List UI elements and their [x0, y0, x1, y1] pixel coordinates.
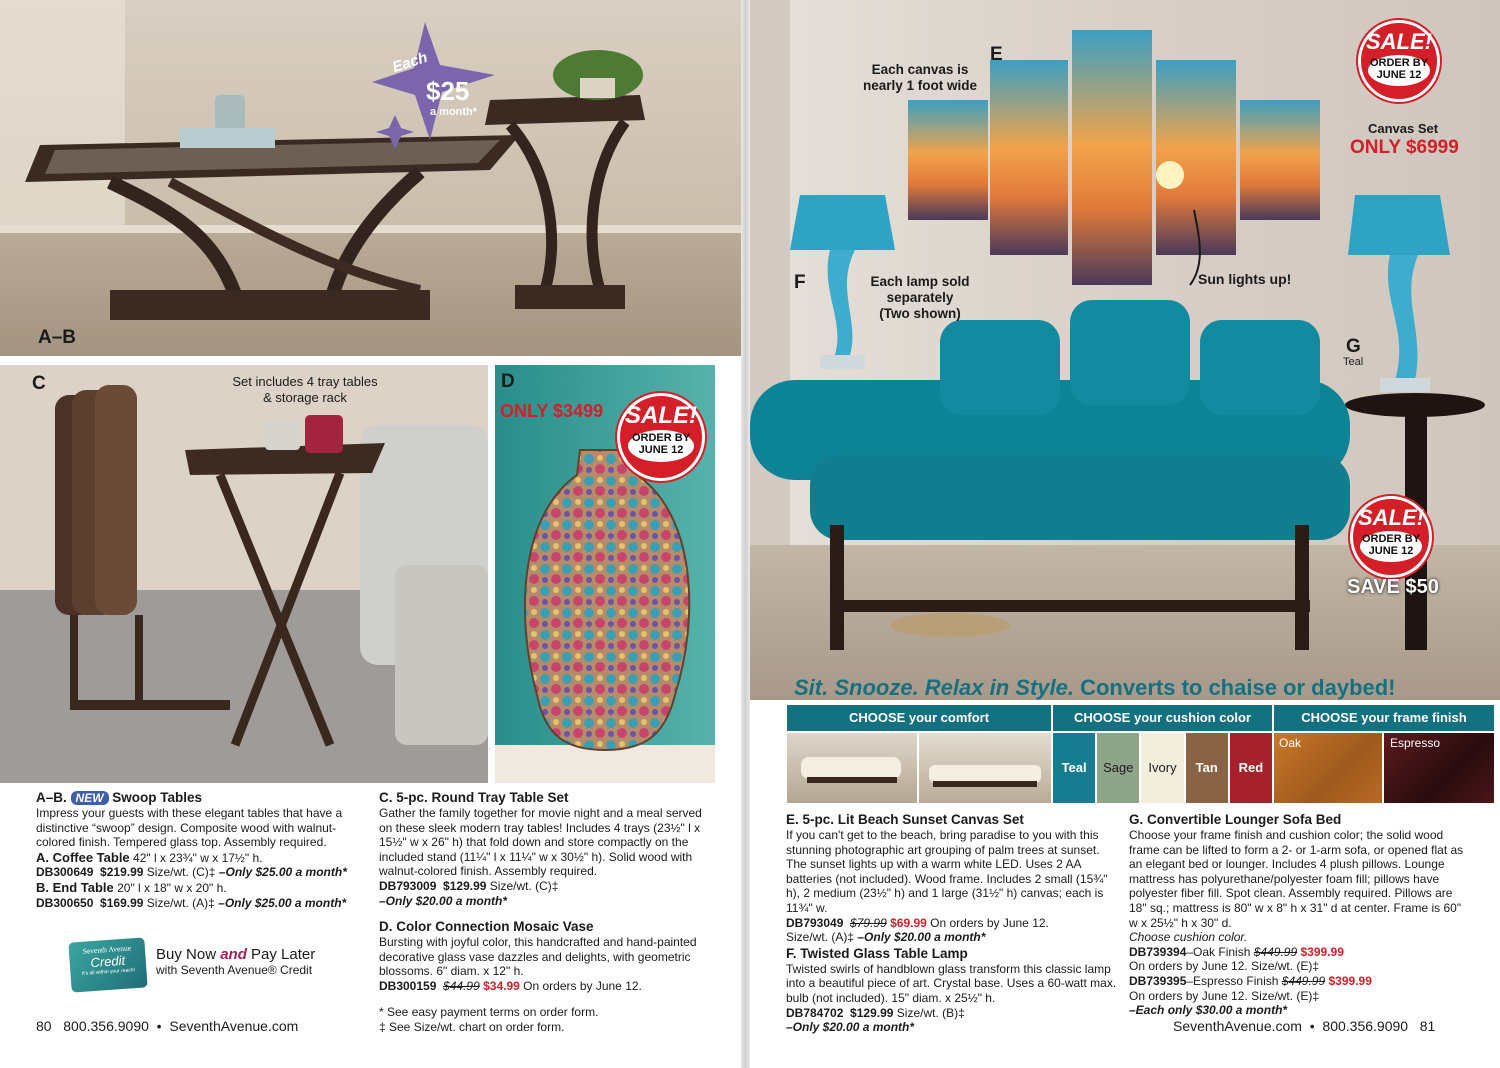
end-table-name: B. End Table: [36, 879, 114, 895]
swatch-teal[interactable]: [1053, 733, 1095, 803]
c-order: [379, 879, 714, 894]
g-espresso-order: [1129, 974, 1464, 989]
c-price: $129.99: [443, 878, 487, 893]
canvas-only-text: ONLY: [1350, 137, 1401, 158]
e-new-price: $69.99: [890, 915, 927, 930]
e-size: Size/wt. (A)‡: [786, 930, 855, 945]
footer-bullet-right: •: [1309, 1018, 1315, 1034]
d-order: [379, 979, 714, 994]
note-tray-set: [195, 374, 415, 406]
g-espresso-desc: –Espresso Finish: [1186, 973, 1279, 988]
canvas-sale-order: [1368, 55, 1430, 86]
lamp-note-line-1: Each lamp sold: [870, 274, 970, 289]
c-title: C. 5-pc. Round Tray Table Set: [379, 790, 569, 805]
badge-each-text: Each: [390, 48, 430, 77]
footnote-size: ‡ See Size/wt. chart on order form.: [379, 1019, 565, 1034]
label-c: C: [32, 373, 46, 394]
product-d-description: [379, 919, 714, 993]
note-canvas-size: [850, 62, 990, 94]
e-desc: If you can't get to the beach, bring paradise to you with this stunning photographic art grouping of palm trees at sunset. The sunset lights up with a warm white LED. Uses 2 AA batteries (not included). Wood frame. Includes 2 small (15¾" h), 2 medium (23½" h) and 1 large (31½" h) canvas; each is 11¾" w.: [786, 828, 1108, 915]
ab-end-line: [36, 880, 372, 896]
header-frame: CHOOSE your frame finish: [1274, 705, 1494, 731]
footer-site-link-right[interactable]: SeventhAvenue.com: [1173, 1018, 1302, 1034]
swatch-sage[interactable]: [1097, 733, 1139, 803]
f-order: [786, 1006, 1121, 1021]
e-month: –Only $20.00 a month*: [857, 930, 986, 945]
sale-order-by: [628, 430, 694, 462]
c-sku: DB793009: [379, 878, 437, 893]
e-title: E. 5-pc. Lit Beach Sunset Canvas Set: [786, 812, 1024, 827]
sofa-options-table: [787, 705, 1494, 805]
footer-phone-right[interactable]: 800.356.9090: [1322, 1018, 1409, 1034]
sofa-sale-date: JUNE 12: [1368, 545, 1414, 557]
g-espresso-new: $399.99: [1328, 973, 1372, 988]
f-sku: DB784702: [786, 1005, 844, 1020]
page-number: 80: [36, 1018, 52, 1034]
header-cushion: CHOOSE your cushion color: [1053, 705, 1272, 731]
d-old-price: $44.99: [443, 978, 480, 993]
finish-oak-label: Oak: [1279, 736, 1302, 750]
canvas-price: $6999: [1405, 137, 1459, 158]
credit-pay-later: Pay Later: [251, 946, 316, 963]
c-desc: Gather the family together for movie night and a meal served on these sleek modern tray tables! Includes 4 trays (23½" l x 15½" w x 26" h) that fold down and store compactly on the included stand (11¼" l x 11¼" w x 30½" h). Solid wood with walnut-colored finish. Assembly required.: [379, 806, 702, 879]
ab-desc: Impress your guests with these elegant tables that have a distinctive “swoop” design. Composite wood with walnut-colored finish. Tempered glass top. Assembly required.: [36, 806, 343, 850]
d-sku: DB300159: [379, 978, 437, 993]
credit-line-1: [156, 946, 315, 963]
canvas-sale-badge: [1358, 20, 1440, 102]
card-line-1: Seventh Avenue: [82, 943, 132, 956]
swatch-ivory-label: Ivory: [1148, 760, 1177, 775]
canvas-set-label: Canvas Set: [1368, 121, 1439, 136]
comfort-bed-thumb[interactable]: [919, 733, 1051, 803]
g-oak-new: $399.99: [1300, 944, 1344, 959]
g-espresso-note: On orders by June 12. Size/wt. (E)‡: [1129, 988, 1320, 1003]
e-size-line: [786, 930, 1121, 945]
monthly-price-badge: [370, 20, 500, 150]
sofa-sale-order-text: ORDER BY: [1361, 533, 1421, 545]
f-price: $129.99: [850, 1005, 894, 1020]
coffee-table-month: –Only $25.00 a month*: [218, 865, 347, 880]
page-number-right: 81: [1419, 1018, 1436, 1034]
g-desc: Choose your frame finish and cushion color; the solid wood frame can be lifted to form a 2- or 1-arm sofa, or opened flat as an elegant bed or lounger. Includes 4 plush pillows. Lounge mattress has polyurethane/polyester foam fill; pillows have polyester fiber fill. Spot clean. Assembly required. Pillows are 18" sq.; mattress is 80" w x 8" h x 31" d at center. Frame is 60" w x 25½" h x 30" d.: [1129, 828, 1464, 930]
g-sku-oak: DB739394: [1129, 944, 1187, 959]
credit-line-2: with Seventh Avenue® Credit: [156, 963, 313, 977]
ab-coffee-line: [36, 850, 372, 866]
end-table-price: $169.99: [100, 895, 144, 910]
comfort-sofa-thumb[interactable]: [787, 733, 917, 803]
header-comfort: CHOOSE your comfort: [787, 705, 1051, 731]
photo-swoop-tables: [0, 0, 741, 356]
g-title: G. Convertible Lounger Sofa Bed: [1129, 812, 1342, 827]
label-f: F: [794, 272, 806, 293]
g-teal-label: Teal: [1343, 356, 1364, 368]
swatch-red-label: Red: [1238, 760, 1264, 775]
card-line-3: It's all within your reach!: [81, 967, 136, 977]
canvas-note-line-2: nearly 1 foot wide: [862, 78, 978, 93]
canvas-sale-date: JUNE 12: [1376, 69, 1422, 81]
sale-order-text: ORDER BY: [631, 432, 691, 444]
footer-bullet: •: [156, 1018, 162, 1034]
footer-site-link[interactable]: SeventhAvenue.com: [169, 1018, 299, 1034]
coffee-table-dims: 42" l x 23¾" w x 17½" h.: [133, 850, 263, 865]
coffee-table-sku: DB300649: [36, 865, 94, 880]
f-desc: Twisted swirls of handblown glass transform this classic lamp into a beautiful piece of art. Crystal base. Uses a 60-watt max. bulb (not included). 15" diam. x 25½" h.: [786, 961, 1117, 1005]
footnote-payment: * See easy payment terms on order form.: [379, 1005, 599, 1019]
catalog-page-80: [0, 0, 741, 1068]
coffee-table-name: A. Coffee Table: [36, 849, 130, 865]
sofa-save-amount: SAVE $50: [1347, 576, 1439, 598]
end-table-month: –Only $25.00 a month*: [218, 895, 347, 910]
vase-price: $3499: [553, 401, 604, 421]
g-espresso-old: $449.99: [1281, 973, 1326, 988]
canvas-sale-order-text: ORDER BY: [1369, 57, 1429, 69]
g-oak-desc: –Oak Finish: [1186, 944, 1251, 959]
headline-rest: Converts to chaise or daybed!: [1080, 675, 1396, 700]
sofa-sale-title: SALE!: [1358, 505, 1424, 530]
vase-sale-badge: [617, 393, 705, 481]
g-month: –Each only $30.00 a month*: [1129, 1003, 1288, 1018]
badge-price: $25: [426, 76, 470, 106]
canvas-sale-title: SALE!: [1366, 29, 1432, 54]
lamp-note-line-3: (Two shown): [879, 306, 961, 321]
end-table-dims: 20" l x 18" w x 20" h.: [117, 880, 227, 895]
label-d: D: [501, 371, 515, 392]
tray-tables-illustration: [0, 365, 488, 783]
finish-espresso-swatch[interactable]: [1384, 733, 1494, 803]
ab-heading: [36, 790, 372, 806]
sofa-sale-badge: [1350, 496, 1432, 578]
label-e: E: [990, 44, 1003, 65]
credit-promo-text: [156, 946, 315, 977]
swatch-teal-label: Teal: [1061, 760, 1087, 775]
note-line-1: Set includes 4 tray tables: [232, 374, 378, 389]
swatch-sage-label: Sage: [1103, 760, 1134, 775]
canvas-note-line-1: Each canvas is: [871, 62, 969, 77]
footnotes: [379, 1005, 714, 1034]
product-c-description: [379, 790, 714, 908]
finish-oak-swatch[interactable]: [1274, 733, 1382, 803]
note-sun-lights: Sun lights up!: [1198, 271, 1292, 287]
sofa-sale-order: [1360, 531, 1422, 562]
c-month: –Only $20.00 a month*: [379, 893, 508, 908]
e-old-price: $79.99: [850, 915, 887, 930]
d-desc: Bursting with joyful color, this handcrafted and hand-painted decorative glass vase dazzles and delights, with geometric blossoms. 6" diam. x 12" h.: [379, 935, 697, 979]
cushion-color-swatches: [1053, 733, 1272, 803]
g-oak-old: $449.99: [1253, 944, 1298, 959]
sale-title: SALE!: [625, 402, 697, 429]
d-title: D. Color Connection Mosaic Vase: [379, 919, 594, 934]
ab-end-order: [36, 896, 372, 911]
sale-date-text: JUNE 12: [638, 444, 684, 456]
footer-right: [1173, 1018, 1435, 1034]
e-order: [786, 916, 1121, 931]
ab-prefix: A–B.: [36, 790, 67, 805]
photo-mosaic-vase: [495, 365, 715, 783]
f-size: Size/wt. (B)‡: [896, 1005, 965, 1020]
e-note: On orders by June 12.: [930, 915, 1049, 930]
photo-tray-tables: [0, 365, 488, 783]
product-g-description: [1129, 812, 1464, 1018]
sofa-headline: [794, 675, 1498, 701]
coffee-table-price: $219.99: [100, 865, 144, 880]
vase-only-text: ONLY: [500, 401, 549, 421]
note-line-2: & storage rack: [263, 390, 347, 405]
footer-phone[interactable]: 800.356.9090: [63, 1018, 149, 1034]
product-ab-description: [36, 790, 372, 910]
c-size: Size/wt. (C)‡: [489, 878, 559, 893]
credit-and: and: [220, 946, 247, 963]
coffee-table-size: Size/wt. (C)‡: [146, 865, 216, 880]
swatch-tan[interactable]: [1186, 733, 1228, 803]
headline-italic: Sit. Snooze. Relax in Style.: [794, 675, 1074, 700]
vase-only-label: [500, 401, 603, 422]
badge-month-text: a month*: [430, 106, 478, 118]
f-month: –Only $20.00 a month*: [786, 1020, 915, 1035]
note-lamp: [860, 274, 980, 322]
label-ab: A–B: [38, 327, 77, 348]
d-new-price: $34.99: [483, 978, 520, 993]
finish-espresso-label: Espresso: [1390, 736, 1441, 750]
e-sku: DB793049: [786, 915, 844, 930]
lamp-note-line-2: separately: [886, 290, 954, 305]
swatch-red[interactable]: [1230, 733, 1272, 803]
footer-left: [36, 1018, 298, 1034]
ab-coffee-order: [36, 865, 372, 880]
swatch-tan-label: Tan: [1195, 760, 1218, 775]
ab-title: Swoop Tables: [112, 790, 203, 805]
credit-card-image: [68, 937, 147, 992]
f-title: F. Twisted Glass Table Lamp: [786, 945, 968, 961]
canvas-price-line: [1350, 137, 1459, 159]
credit-buy-now: Buy Now: [156, 946, 217, 963]
g-choose: Choose cushion color.: [1129, 930, 1248, 945]
g-oak-order: [1129, 945, 1464, 960]
g-oak-note: On orders by June 12. Size/wt. (E)‡: [1129, 959, 1320, 974]
d-note: On orders by June 12.: [523, 978, 642, 993]
end-table-sku: DB300650: [36, 895, 94, 910]
catalog-page-81: [750, 0, 1500, 1068]
product-e-description: [786, 812, 1121, 1035]
photo-living-room: [750, 0, 1500, 700]
page-gutter: [741, 0, 750, 1068]
card-line-2: Credit: [89, 952, 126, 971]
label-g: G: [1346, 336, 1361, 357]
end-table-size: Size/wt. (A)‡: [146, 895, 215, 910]
swatch-ivory[interactable]: [1141, 733, 1183, 803]
g-sku-espresso: DB739395: [1129, 973, 1187, 988]
new-badge: NEW: [71, 791, 109, 805]
